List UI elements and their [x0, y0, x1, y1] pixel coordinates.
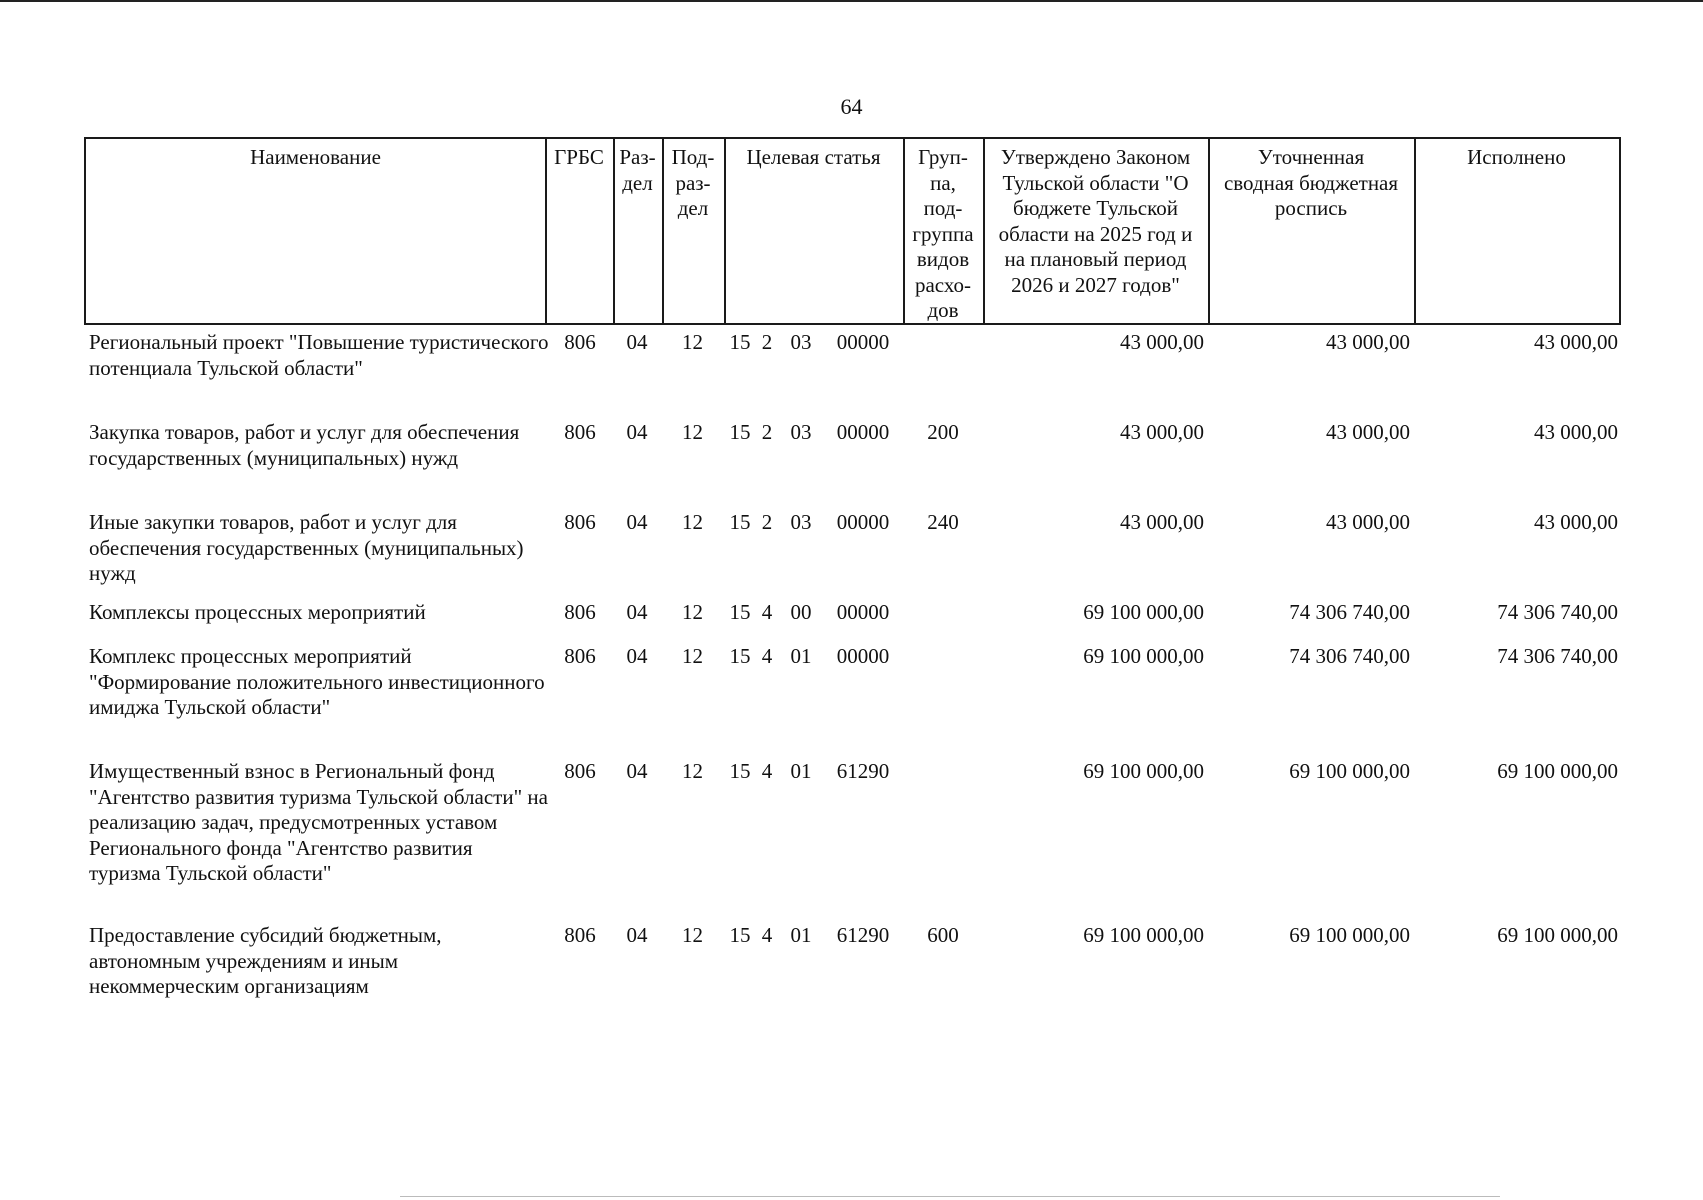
row-target-1: 15: [729, 759, 751, 783]
row-razdel: 04: [626, 759, 648, 783]
row-grbs: 806: [564, 420, 596, 444]
row-refined: 43 000,00: [1326, 510, 1410, 534]
row-name: Имущественный взнос в Региональный фонд "Агентство развития туризма Тульской области" на реализацию задач, предусмотренных уставом Регионального фонда "Агентство развития туризма Тульской области": [89, 759, 548, 885]
header-refined: Уточненная сводная бюджетная роспись: [1223, 145, 1399, 220]
row-refined: 69 100 000,00: [1289, 923, 1410, 947]
row-group: 240: [927, 510, 959, 534]
row-target-4: 61290: [836, 923, 890, 947]
row-target-2: 2: [761, 420, 773, 444]
row-podrazdel: 12: [682, 759, 703, 783]
header-razdel: Раз- дел: [619, 145, 656, 195]
row-executed: 69 100 000,00: [1497, 923, 1618, 947]
row-podrazdel: 12: [682, 644, 703, 668]
row-refined: 74 306 740,00: [1289, 600, 1410, 624]
row-target-4: 00000: [836, 600, 890, 624]
row-target-1: 15: [729, 420, 751, 444]
row-target-3: 01: [790, 644, 812, 668]
row-target-1: 15: [729, 510, 751, 534]
row-podrazdel: 12: [682, 600, 703, 624]
row-executed: 74 306 740,00: [1497, 644, 1618, 668]
row-refined: 74 306 740,00: [1289, 644, 1410, 668]
row-razdel: 04: [626, 330, 648, 354]
row-target-3: 00: [790, 600, 812, 624]
row-podrazdel: 12: [682, 330, 703, 354]
row-razdel: 04: [626, 923, 648, 947]
header-grbs: ГРБС: [554, 145, 604, 169]
row-approved: 69 100 000,00: [1083, 759, 1204, 783]
row-target-3: 03: [790, 420, 812, 444]
row-grbs: 806: [564, 600, 596, 624]
row-target-1: 15: [729, 600, 751, 624]
row-name: Закупка товаров, работ и услуг для обеспечения государственных (муниципальных) нужд: [89, 420, 520, 470]
row-target-3: 03: [790, 330, 812, 354]
row-refined: 69 100 000,00: [1289, 759, 1410, 783]
row-target-3: 01: [790, 923, 812, 947]
row-target-3: 03: [790, 510, 812, 534]
page-number: 64: [840, 94, 863, 119]
row-executed: 43 000,00: [1534, 330, 1618, 354]
row-target-4: 61290: [836, 759, 890, 783]
row-approved: 69 100 000,00: [1083, 600, 1204, 624]
row-name: Комплексы процессных мероприятий: [89, 600, 426, 624]
row-approved: 43 000,00: [1120, 420, 1204, 444]
row-target-3: 01: [790, 759, 812, 783]
row-razdel: 04: [626, 600, 648, 624]
row-group: 200: [927, 420, 959, 444]
bottom-rule: [400, 1196, 1500, 1197]
row-target-2: 4: [761, 759, 773, 783]
row-target-1: 15: [729, 923, 751, 947]
row-refined: 43 000,00: [1326, 420, 1410, 444]
header-target-article: Целевая статья: [746, 145, 881, 169]
header-approved: Утверждено Законом Тульской области "О бюджете Тульской области на 2025 год и на плановый период 2026 и 2027 годов": [998, 145, 1193, 297]
row-grbs: 806: [564, 923, 596, 947]
row-group: 600: [927, 923, 959, 947]
row-target-4: 00000: [836, 330, 890, 354]
row-name: Региональный проект "Повышение туристического потенциала Тульской области": [89, 330, 549, 380]
row-target-1: 15: [729, 330, 751, 354]
row-grbs: 806: [564, 330, 596, 354]
row-razdel: 04: [626, 644, 648, 668]
row-executed: 43 000,00: [1534, 420, 1618, 444]
row-approved: 43 000,00: [1120, 510, 1204, 534]
row-refined: 43 000,00: [1326, 330, 1410, 354]
row-approved: 69 100 000,00: [1083, 644, 1204, 668]
header-executed: Исполнено: [1467, 145, 1566, 169]
row-razdel: 04: [626, 510, 648, 534]
row-approved: 43 000,00: [1120, 330, 1204, 354]
row-target-1: 15: [729, 644, 751, 668]
row-target-4: 00000: [836, 420, 890, 444]
row-target-4: 00000: [836, 644, 890, 668]
top-rule: [0, 0, 1703, 2]
header-expense-group: Груп- па, под- группа видов расхо- дов: [912, 145, 974, 322]
header-name: Наименование: [250, 145, 381, 169]
row-approved: 69 100 000,00: [1083, 923, 1204, 947]
row-executed: 69 100 000,00: [1497, 759, 1618, 783]
row-razdel: 04: [626, 420, 648, 444]
row-target-2: 2: [761, 330, 773, 354]
row-target-4: 00000: [836, 510, 890, 534]
row-name: Иные закупки товаров, работ и услуг для обеспечения государственных (муниципальных) нужд: [89, 510, 524, 585]
table-header: [84, 137, 1621, 325]
row-target-2: 2: [761, 510, 773, 534]
row-grbs: 806: [564, 510, 596, 534]
row-executed: 43 000,00: [1534, 510, 1618, 534]
row-podrazdel: 12: [682, 510, 703, 534]
row-target-2: 4: [761, 923, 773, 947]
row-target-2: 4: [761, 644, 773, 668]
row-target-2: 4: [761, 600, 773, 624]
row-grbs: 806: [564, 759, 596, 783]
header-podrazdel: Под- раз- дел: [671, 145, 715, 220]
row-podrazdel: 12: [682, 923, 703, 947]
row-name: Предоставление субсидий бюджетным, автономным учреждениям и иным некоммерческим организациям: [89, 923, 442, 998]
row-name: Комплекс процессных мероприятий "Формирование положительного инвестиционного имиджа Тульской области": [89, 644, 545, 719]
row-podrazdel: 12: [682, 420, 703, 444]
row-executed: 74 306 740,00: [1497, 600, 1618, 624]
row-grbs: 806: [564, 644, 596, 668]
